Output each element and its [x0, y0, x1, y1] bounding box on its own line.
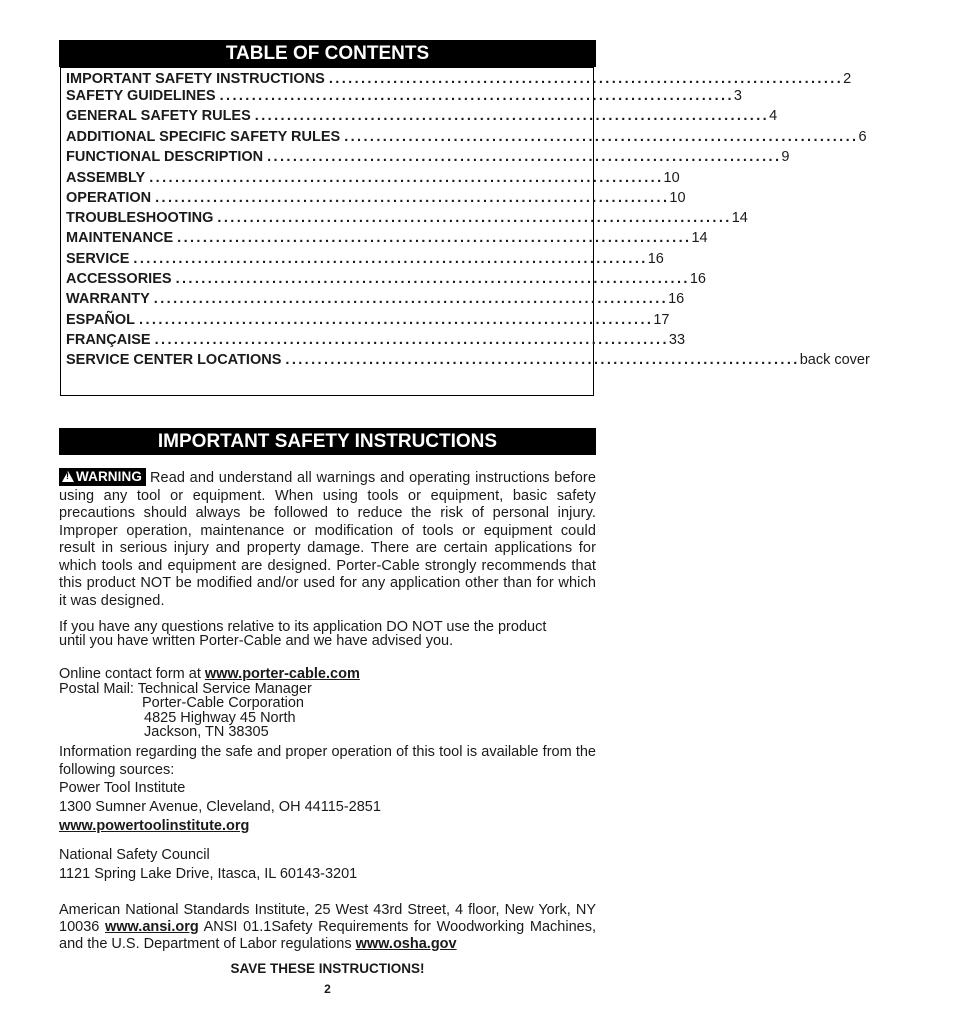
toc-leader-dots: ................................................................................ [217, 210, 732, 226]
toc-entry-title: GENERAL SAFETY RULES [66, 108, 251, 124]
warning-text: Read and understand all warnings and operating instructions before using any tool or equipment. When using tools or equipment, basic safety precautions should always be followed to reduce the risk of personal injury. Improper operation, maintenance or modification of tools or equipment could result in serious injury and property damage. There are certain applications for which tools and equipment are designed. Porter-Cable strongly recommends that this product NOT be modified and/or used for any application other than for which it was designed. [59, 470, 596, 609]
toc-leader-dots: ................................................................................ [175, 271, 690, 287]
toc-entry-page: 16 [689, 271, 706, 287]
osha-link[interactable]: www.osha.gov [355, 936, 457, 952]
toc-entry[interactable] [66, 251, 664, 267]
toc-entry[interactable] [66, 170, 680, 186]
online-contact [59, 666, 360, 682]
nsc-name: National Safety Council [59, 847, 210, 863]
toc-entry-page: 9 [781, 149, 790, 165]
toc-leader-dots: ................................................................................ [153, 291, 669, 307]
toc-entry[interactable] [66, 190, 686, 206]
toc-entry-title: SERVICE CENTER LOCATIONS [66, 352, 282, 368]
toc-entry[interactable] [66, 312, 670, 328]
toc-entry-page: 33 [668, 332, 686, 348]
toc-entry-title: ACCESSORIES [66, 271, 172, 287]
toc-entry-page: back cover [799, 352, 870, 368]
page-number: 2 [324, 982, 331, 996]
toc-entry-page: 16 [668, 291, 685, 307]
toc-entry-title: MAINTENANCE [66, 230, 174, 246]
toc-box [60, 67, 870, 396]
toc-leader-dots: ................................................................................ [254, 108, 770, 124]
toc-entry-title: WARRANTY [66, 291, 150, 307]
toc-entry-title: SAFETY GUIDELINES [66, 88, 216, 104]
toc-leader-dots: ................................................................................ [267, 149, 782, 165]
toc-entry[interactable] [66, 88, 742, 104]
warning-badge [59, 468, 146, 486]
toc-entry[interactable] [66, 291, 685, 307]
postal-line-2: Porter-Cable Corporation [142, 695, 304, 711]
toc-entry-page: 16 [647, 251, 664, 267]
toc-entry-title: OPERATION [66, 190, 152, 206]
toc-leader-dots: ................................................................................ [177, 230, 692, 246]
toc-entry-title: ESPAÑOL [66, 312, 136, 328]
toc-entry[interactable] [66, 210, 748, 226]
toc-entry-title: FRANÇAISE [66, 332, 151, 348]
postal-recipient: Technical Service Manager [137, 681, 312, 697]
toc-leader-dots: ................................................................................ [149, 170, 664, 186]
toc-entry-title: ADDITIONAL SPECIFIC SAFETY RULES [66, 129, 341, 145]
toc-entry-title: FUNCTIONAL DESCRIPTION [66, 149, 264, 165]
save-instructions: SAVE THESE INSTRUCTIONS! [230, 961, 425, 976]
toc-leader-dots: ................................................................................ [219, 88, 734, 104]
toc-entry[interactable] [66, 129, 867, 145]
toc-entry[interactable] [66, 230, 708, 246]
toc-entry-title: SERVICE [66, 251, 130, 267]
toc-entry[interactable] [66, 352, 870, 368]
ansi-text-2: ANSI 01.1Safety Requirements for Woodworking Machines, and the U.S. Department of Labor regulations [59, 919, 596, 952]
toc-leader-dots: ................................................................................ [139, 312, 654, 328]
toc-entry-page: 10 [663, 170, 680, 186]
online-prefix: Online contact form at [59, 666, 205, 682]
toc-entry[interactable] [66, 271, 706, 287]
toc-leader-dots: ................................................................................ [154, 332, 669, 348]
toc-leader-dots: ................................................................................ [155, 190, 670, 206]
postal-prefix: Postal Mail: [59, 681, 138, 697]
pti-name: Power Tool Institute [59, 780, 186, 796]
toc-entry-page: 17 [653, 312, 670, 328]
toc-entry-page: 14 [691, 230, 708, 246]
warning-paragraph [59, 468, 596, 610]
questions-line-2: until you have written Porter-Cable and we have advised you. [59, 633, 454, 649]
toc-entry[interactable] [66, 149, 790, 165]
toc-entry-title: IMPORTANT SAFETY INSTRUCTIONS [66, 71, 325, 87]
pti-link[interactable]: www.powertoolinstitute.org [59, 818, 250, 834]
porter-cable-link[interactable]: www.porter-cable.com [204, 666, 360, 682]
ansi-link[interactable]: www.ansi.org [105, 919, 199, 935]
toc-leader-dots: ................................................................................ [344, 129, 859, 145]
postal-line-4: Jackson, TN 38305 [144, 724, 269, 740]
warning-triangle-icon [62, 471, 74, 482]
postal-line-3: 4825 Highway 45 North [144, 710, 296, 726]
toc-leader-dots: ................................................................................ [133, 251, 648, 267]
toc-entry-page: 2 [843, 71, 852, 87]
toc-entry-title: TROUBLESHOOTING [66, 210, 214, 226]
toc-entry-page: 3 [733, 88, 742, 104]
questions-line-1: If you have any questions relative to its application DO NOT use the product [59, 619, 547, 635]
toc-entry-title: ASSEMBLY [66, 170, 146, 186]
warning-label: WARNING [76, 469, 142, 484]
pti-address: 1300 Sumner Avenue, Cleveland, OH 44115-2851 [59, 799, 381, 815]
toc-leader-dots: ................................................................................ [285, 352, 800, 368]
toc-entry-page: 4 [769, 108, 778, 124]
toc-entry-page: 14 [731, 210, 748, 226]
info-text: Information regarding the safe and proper operation of this tool is available from the following sources: [59, 744, 596, 778]
toc-entry[interactable] [66, 71, 852, 87]
ansi-text-1: American National Standards Institute, 25 West 43rd Street, 4 floor, New York, NY 10036 [59, 902, 596, 935]
safety-heading: IMPORTANT SAFETY INSTRUCTIONS [59, 428, 596, 455]
toc-entry[interactable] [66, 332, 686, 348]
nsc-address: 1121 Spring Lake Drive, Itasca, IL 60143-3201 [59, 866, 358, 882]
toc-entry-page: 10 [669, 190, 686, 206]
toc-entry[interactable] [66, 108, 778, 124]
toc-heading: TABLE OF CONTENTS [59, 40, 596, 67]
toc-leader-dots: ................................................................................ [328, 71, 844, 87]
ansi-paragraph [59, 902, 596, 953]
toc-entry-page: 6 [858, 129, 867, 145]
